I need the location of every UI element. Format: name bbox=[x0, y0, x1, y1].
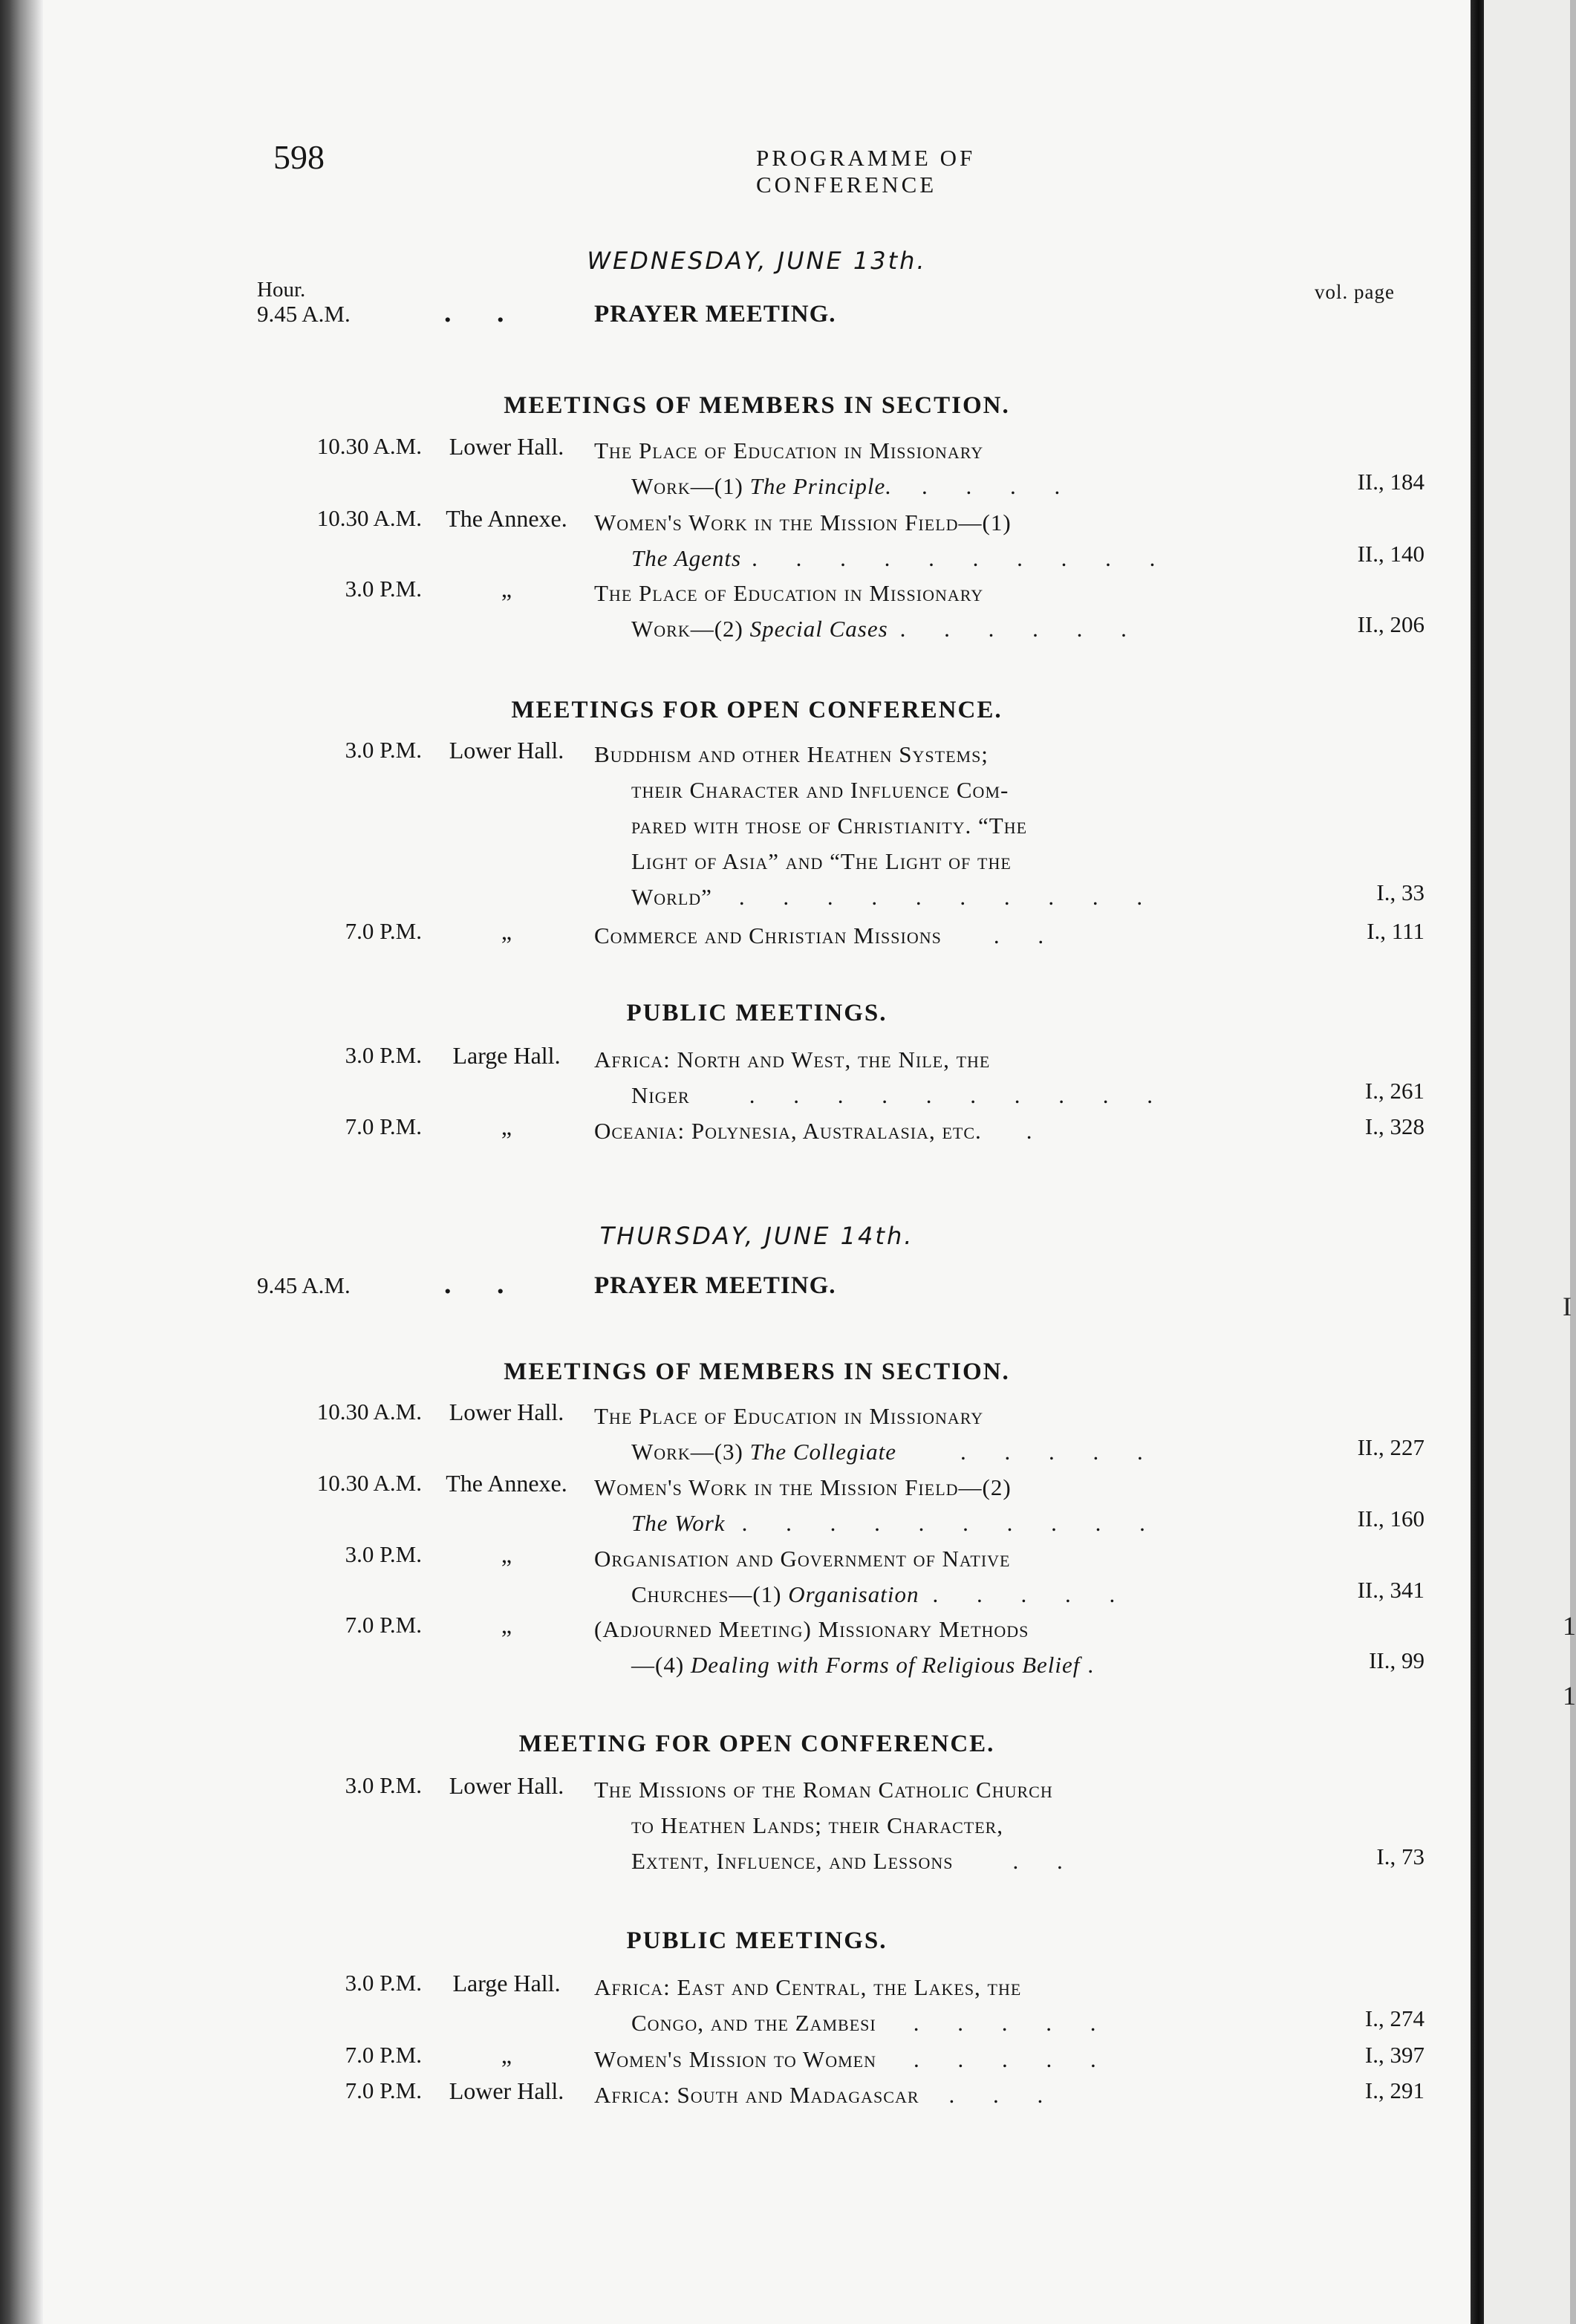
day-title-wednesday: WEDNESDAY, JUNE 13th. bbox=[587, 247, 927, 275]
entry-place: „ bbox=[501, 1541, 512, 1568]
entry-ref: II., 160 bbox=[1357, 1506, 1424, 1532]
section-heading: PUBLIC MEETINGS. bbox=[626, 1000, 888, 1026]
entry-time: 3.0 P.M. bbox=[345, 1042, 422, 1068]
entry-place: „ bbox=[501, 918, 512, 945]
page-number: 598 bbox=[273, 138, 325, 176]
prayer-dots: . . bbox=[444, 1269, 524, 1300]
running-title: PROGRAMME OF CONFERENCE bbox=[756, 145, 976, 198]
entry-time: 3.0 P.M. bbox=[345, 576, 422, 602]
entry-title: Organisation and Government of Native Churches—(1) Organisation . . . . . bbox=[594, 1546, 1132, 1607]
entry-ref: I., 261 bbox=[1364, 1078, 1424, 1104]
entry-title: Women's Work in the Mission Field—(1) The Agents . . . . . . . . . . bbox=[594, 510, 1172, 571]
scan-binding-shadow bbox=[0, 0, 43, 2324]
hour-column-label: Hour. bbox=[257, 278, 306, 302]
facing-page-fragment: 1 bbox=[1563, 1681, 1576, 1711]
entry-time: 3.0 P.M. bbox=[345, 1541, 422, 1567]
entry-time: 7.0 P.M. bbox=[345, 918, 422, 944]
entry-time: 3.0 P.M. bbox=[345, 1970, 422, 1996]
entry-title: Oceania: Polynesia, Australasia, etc. . bbox=[594, 1118, 1049, 1144]
section-heading: MEETING FOR OPEN CONFERENCE. bbox=[518, 1731, 995, 1757]
entry-place: Large Hall. bbox=[452, 1970, 561, 1996]
entry-title: Women's Mission to Women . . . . . bbox=[594, 2046, 1113, 2072]
entry-ref: II., 184 bbox=[1357, 469, 1424, 495]
prayer-title: PRAYER MEETING. bbox=[594, 1272, 836, 1299]
entry-title: The Place of Education in Missionary Work—(2) Special Cases . . . . . . bbox=[594, 580, 1143, 642]
entry-place: „ bbox=[501, 1113, 512, 1140]
entry-time: 3.0 P.M. bbox=[345, 1772, 422, 1798]
entry-time: 10.30 A.M. bbox=[316, 1399, 422, 1425]
section-heading: MEETINGS OF MEMBERS IN SECTION. bbox=[504, 1358, 1010, 1385]
vol-page-column-label: vol. page bbox=[1315, 281, 1395, 303]
entry-ref: I., 111 bbox=[1367, 918, 1424, 944]
entry-place: Lower Hall. bbox=[449, 2077, 564, 2104]
prayer-time: 9.45 A.M. bbox=[257, 1272, 351, 1298]
entry-ref: II., 206 bbox=[1357, 611, 1424, 637]
entry-ref: I., 33 bbox=[1376, 879, 1424, 905]
entry-place: „ bbox=[501, 1612, 512, 1638]
entry-time: 7.0 P.M. bbox=[345, 1612, 422, 1638]
day-title-thursday: THURSDAY, JUNE 14th. bbox=[599, 1222, 914, 1250]
entry-ref: I., 328 bbox=[1364, 1113, 1424, 1139]
entry-place: Large Hall. bbox=[452, 1042, 561, 1069]
entry-title: Buddhism and other Heathen Systems; their Character and Influence Com- pared with those of Christianity. “The Light of Asia” and “The Light of the World” . . . . . . . . . . bbox=[594, 741, 1159, 910]
section-heading: MEETINGS OF MEMBERS IN SECTION. bbox=[504, 392, 1010, 419]
entry-ref: II., 140 bbox=[1357, 541, 1424, 567]
entry-ref: II., 99 bbox=[1369, 1647, 1424, 1673]
prayer-time: 9.45 A.M. bbox=[257, 301, 351, 327]
entry-ref: II., 227 bbox=[1357, 1434, 1424, 1460]
entry-title: The Place of Education in Missionary Work—(3) The Collegiate . . . . . bbox=[594, 1403, 1159, 1465]
entry-time: 10.30 A.M. bbox=[316, 505, 422, 531]
entry-title: The Missions of the Roman Catholic Church to Heathen Lands; their Character, Extent, Influence, and Lessons . . bbox=[594, 1777, 1079, 1874]
entry-time: 7.0 P.M. bbox=[345, 2042, 422, 2068]
section-heading: PUBLIC MEETINGS. bbox=[626, 1927, 888, 1954]
entry-place: „ bbox=[501, 576, 512, 602]
entry-place: Lower Hall. bbox=[449, 1772, 564, 1799]
running-head bbox=[230, 137, 1055, 198]
facing-page-fragment: 1 bbox=[1563, 1611, 1576, 1641]
entry-place: Lower Hall. bbox=[449, 1399, 564, 1425]
entry-ref: I., 274 bbox=[1364, 2005, 1424, 2031]
entry-time: 3.0 P.M. bbox=[345, 737, 422, 763]
entry-title: The Place of Education in Missionary Work—(1) The Principle. . . . . bbox=[594, 437, 1077, 499]
entry-ref: I., 73 bbox=[1376, 1843, 1424, 1869]
entry-time: 10.30 A.M. bbox=[316, 433, 422, 459]
entry-time: 7.0 P.M. bbox=[345, 1113, 422, 1139]
facing-page-fragment: I bbox=[1563, 1292, 1572, 1321]
page-gutter bbox=[1471, 0, 1484, 2324]
entry-ref: II., 341 bbox=[1357, 1577, 1424, 1603]
entry-ref: I., 291 bbox=[1364, 2077, 1424, 2103]
book-page bbox=[43, 0, 1471, 2324]
facing-page-edge bbox=[1484, 0, 1570, 2324]
entry-time: 7.0 P.M. bbox=[345, 2077, 422, 2103]
section-heading: MEETINGS FOR OPEN CONFERENCE. bbox=[511, 697, 1003, 723]
entry-time: 10.30 A.M. bbox=[316, 1470, 422, 1496]
entry-title: Africa: East and Central, the Lakes, the Congo, and the Zambesi . . . . . bbox=[594, 1974, 1113, 2036]
entry-place: The Annexe. bbox=[446, 1470, 567, 1497]
entry-title: Africa: South and Madagascar . . . bbox=[594, 2082, 1060, 2108]
prayer-title: PRAYER MEETING. bbox=[594, 301, 836, 328]
entry-place: Lower Hall. bbox=[449, 433, 564, 460]
entry-title: Commerce and Christian Missions . . bbox=[594, 922, 1061, 948]
entry-place: Lower Hall. bbox=[449, 737, 564, 764]
entry-place: „ bbox=[501, 2042, 512, 2069]
entry-title: Women's Work in the Mission Field—(2) The Work . . . . . . . . . . bbox=[594, 1474, 1162, 1536]
entry-title: Africa: North and West, the Nile, the Niger . . . . . . . . . . bbox=[594, 1047, 1169, 1108]
entry-ref: I., 397 bbox=[1364, 2042, 1424, 2068]
entry-place: The Annexe. bbox=[446, 505, 567, 532]
entry-title: (Adjourned Meeting) Missionary Methods —(4) Dealing with Forms of Religious Belief . bbox=[594, 1616, 1110, 1678]
prayer-dots: . . bbox=[444, 297, 524, 328]
